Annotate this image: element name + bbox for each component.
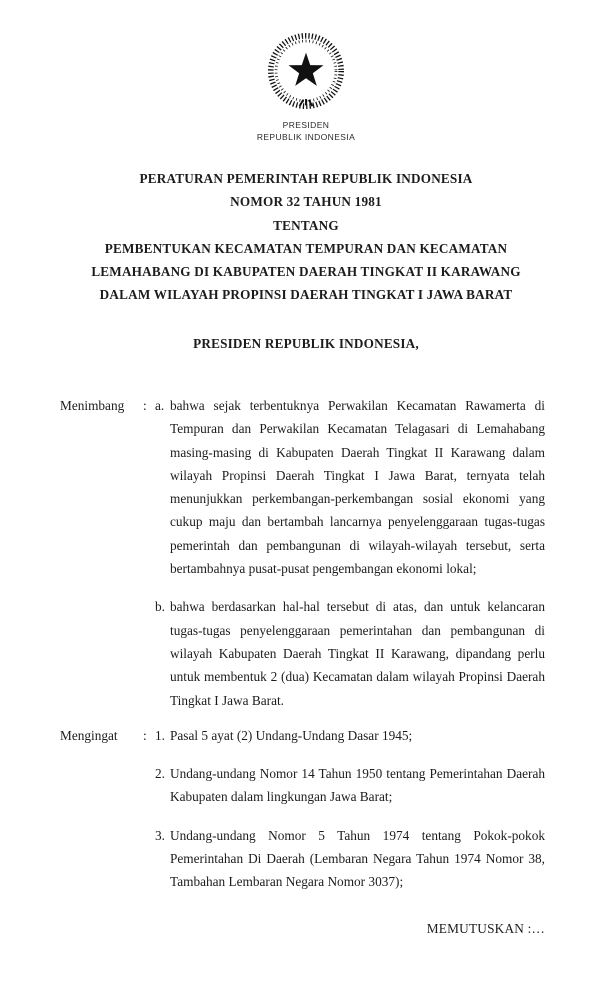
section-colon: : (143, 727, 147, 743)
memutuskan-line: MEMUTUSKAN :… (426, 921, 545, 936)
item-text: Undang-undang Nomor 5 Tahun 1974 tentang Pokok-pokok Pemerintahan Di Daerah (Lembaran Negara Tahun 1974 Nomor 38, Tambahan Lembaran Negara Nomor 3037); (170, 827, 545, 890)
republik-indonesia-label: REPUBLIK INDONESIA (256, 132, 356, 142)
title-line-regulation: PERATURAN PEMERINTAH REPUBLIK INDONESIA (139, 171, 473, 186)
section-label-menimbang: Menimbang (60, 398, 125, 413)
item-marker: 3. (155, 827, 165, 843)
item-marker: a. (155, 398, 165, 413)
section-colon: : (143, 398, 147, 413)
item-marker: b. (155, 599, 165, 615)
title-line-tentang: TENTANG (273, 217, 339, 233)
title-line-subject-3: DALAM WILAYAH PROPINSI DAERAH TINGKAT I JAWA BARAT (99, 287, 513, 303)
section-menimbang (60, 394, 545, 712)
regulation-title (0, 167, 612, 307)
legal-basis-item-1 (155, 724, 545, 747)
item-text: bahwa sejak terbentuknya Perwakilan Kecamatan Rawamerta di Tempuran dan Perwakilan Kecamatan Telagasari di Lemahabang masing-masing di Kabupaten Daerah Tingkat II Karawang dalam wilayah Propinsi Daerah Tingkat I Jawa Barat, ternyata telah menunjukkan perkembangan-perkembangan sosial ekonomi yang cukup maju dan bertambah lancarnya penyelenggaraan tugas-tugas pemerintah dan pembangunan di wilayah-wilayah tersebut, serta bertambahnya pusat-pusat pengembangan ekonomi lokal; (170, 398, 545, 577)
consideration-item-b (155, 595, 545, 711)
emblem-caption (0, 119, 612, 143)
item-text: Undang-undang Nomor 14 Tahun 1950 tentang Pemerintahan Daerah Kabupaten dalam lingkungan Jawa Barat; (170, 766, 545, 805)
item-marker: 1. (155, 727, 165, 743)
legal-basis-item-3 (155, 824, 545, 894)
item-text: bahwa berdasarkan hal-hal tersebut di atas, dan untuk kelancaran tugas-tugas penyelenggaraan pemerintahan dan pembangunan di wilayah Kabupaten Daerah Tingkat II Karawang, dipandang perlu untuk membentuk 2 (dua) Kecamatan dalam wilayah Propinsi Daerah Tingkat I Jawa Barat. (170, 599, 545, 708)
section-mengingat (60, 724, 545, 894)
section-label-mengingat: Mengingat (60, 727, 118, 743)
legal-basis-item-2 (155, 762, 545, 809)
menimbang-items (155, 394, 545, 712)
mengingat-items (155, 724, 545, 894)
title-line-number: NOMOR 32 TAHUN 1981 (230, 194, 382, 210)
title-line-subject-1: PEMBENTUKAN KECAMATAN TEMPURAN DAN KECAMATAN (104, 240, 508, 256)
title-line-subject-2: LEMAHABANG DI KABUPATEN DAERAH TINGKAT II KARAWANG (91, 264, 521, 280)
document-body (60, 394, 545, 894)
salutation: PRESIDEN REPUBLIK INDONESIA, (193, 336, 419, 351)
presiden-label: PRESIDEN (282, 120, 330, 130)
consideration-item-a (155, 394, 545, 580)
star-wreath-emblem-icon (266, 31, 346, 111)
item-text: Pasal 5 ayat (2) Undang-Undang Dasar 1945; (170, 727, 413, 743)
item-marker: 2. (155, 766, 165, 782)
